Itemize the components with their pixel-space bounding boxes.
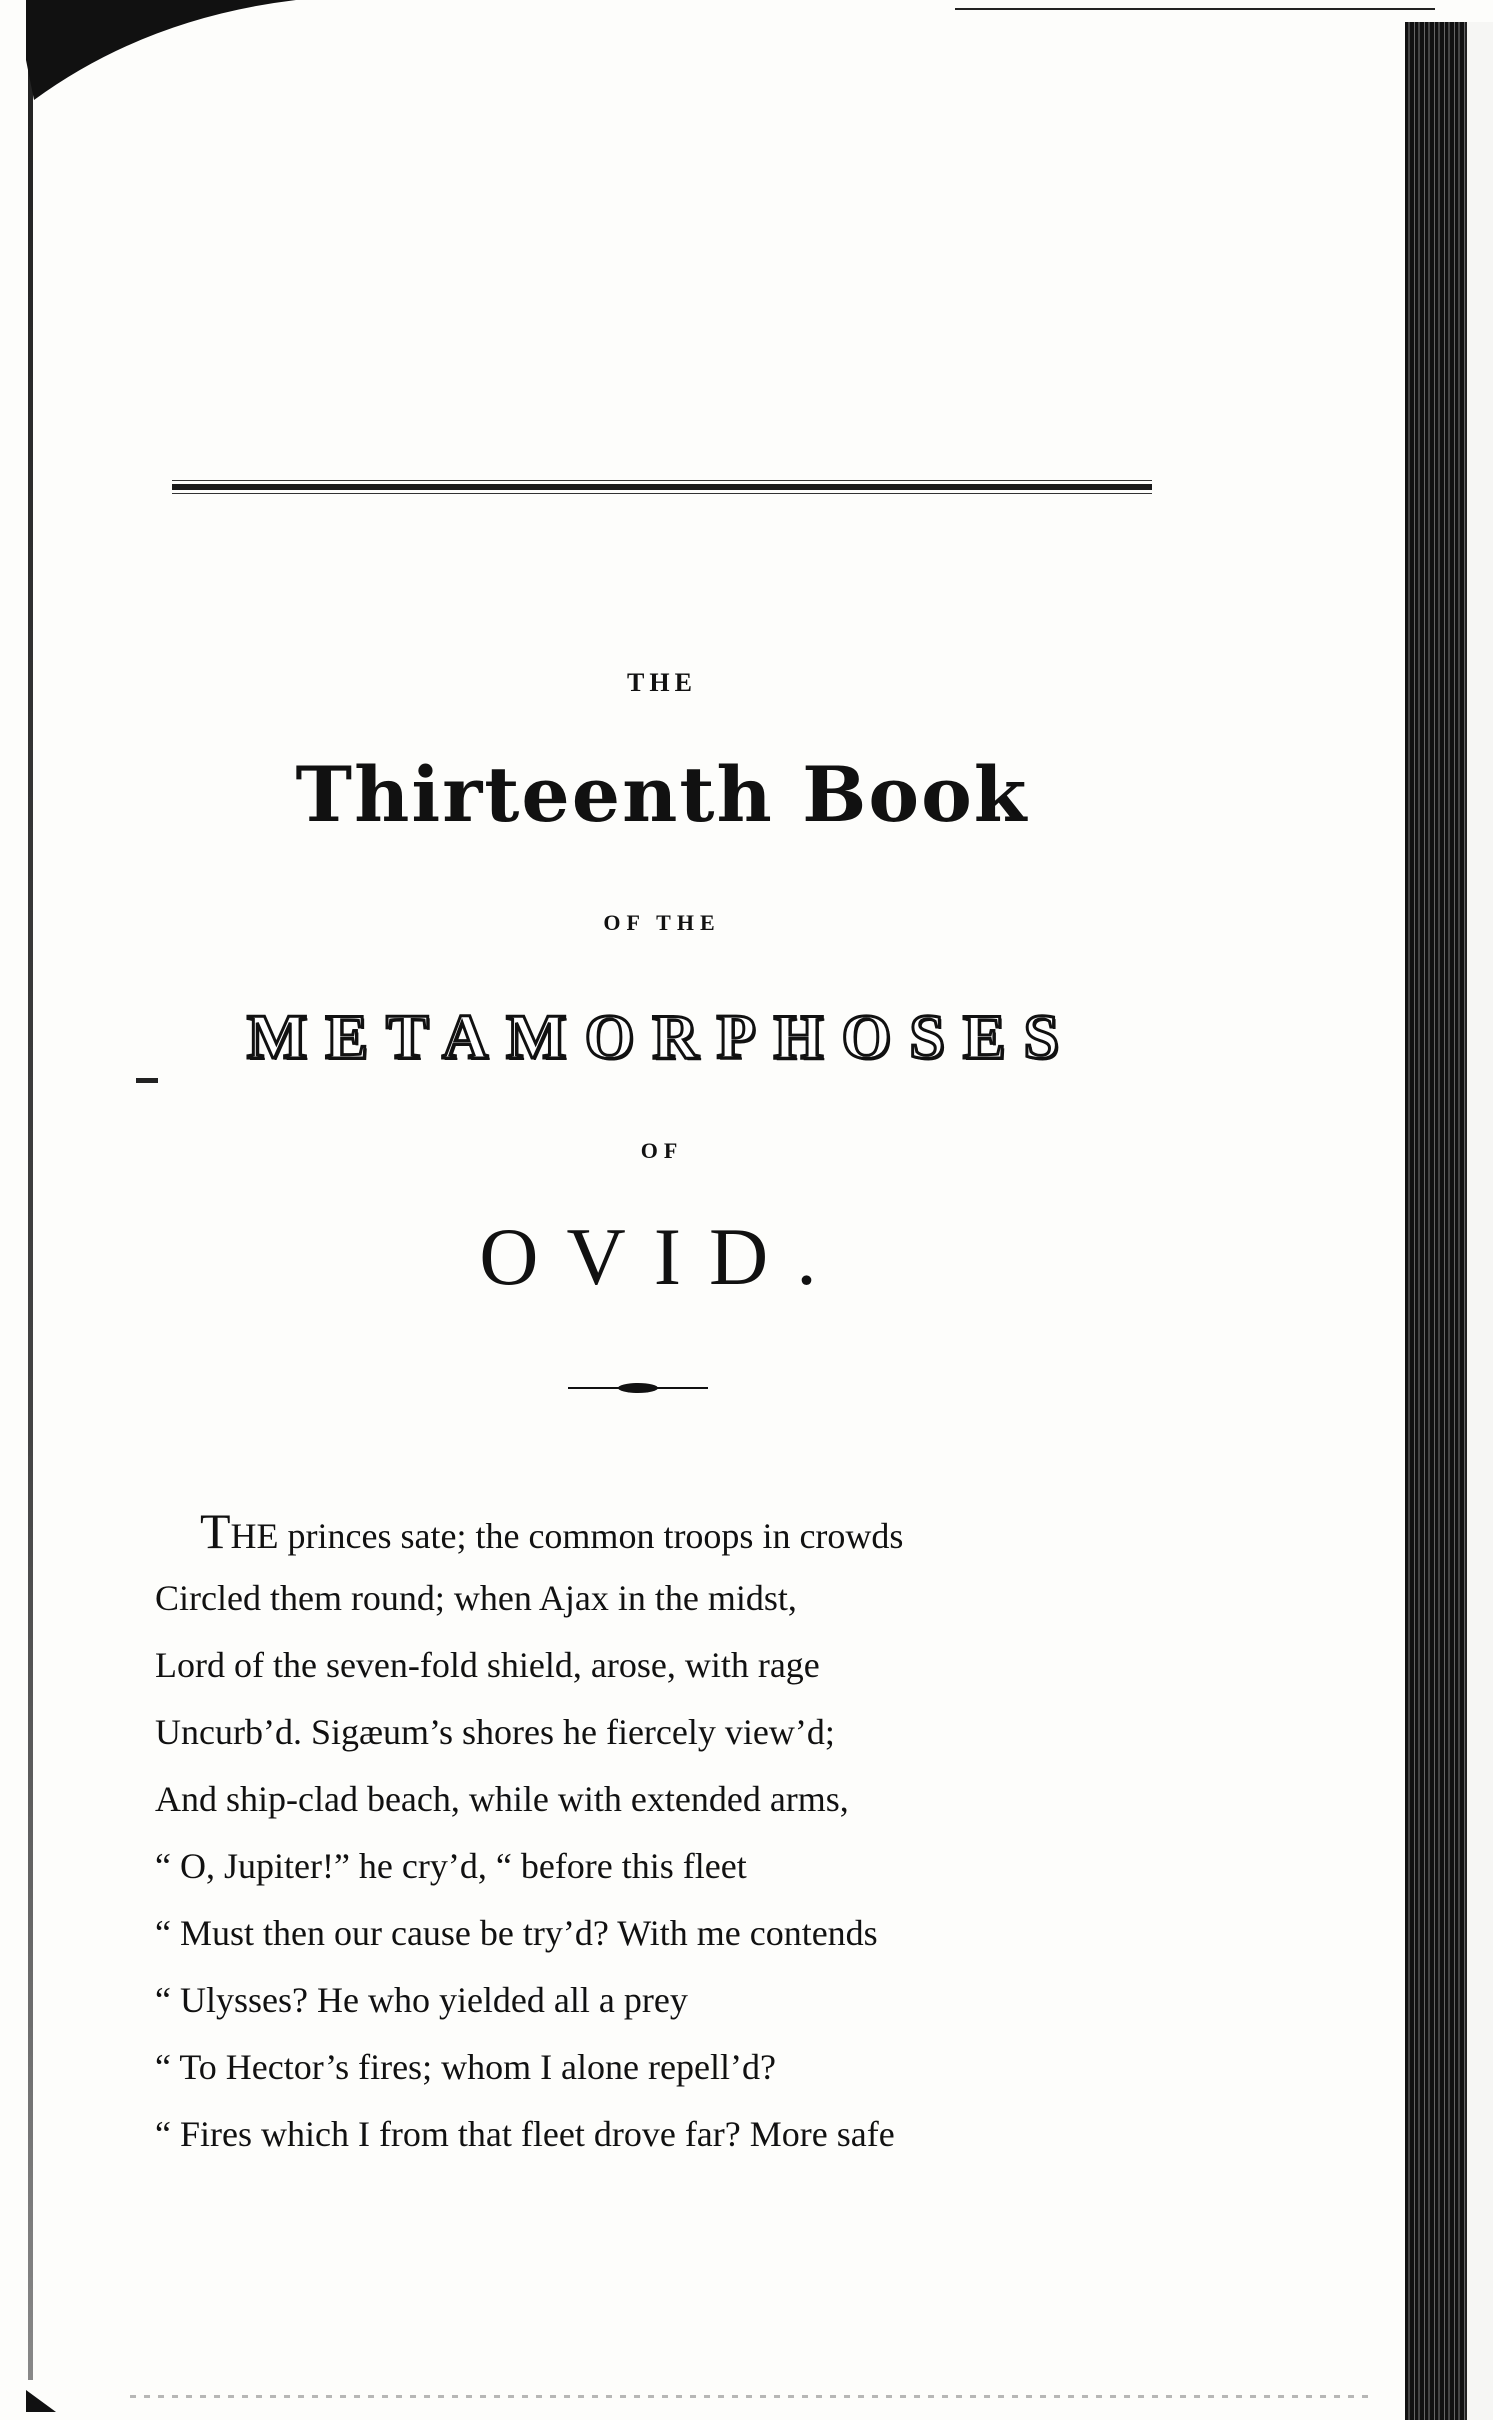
top-left-page-fold — [26, 0, 306, 110]
poem-line-5: And ship-clad beach, while with extended arms, — [155, 1779, 849, 1819]
poem-line-6: “ O, Jupiter!” he cry’d, “ before this fleet — [155, 1846, 747, 1886]
poem-line-10: “ Fires which I from that fleet drove far? More safe — [155, 2114, 895, 2154]
page-top-edge-scan-artifact — [955, 8, 1435, 10]
book-spine-scan-artifact — [1405, 22, 1465, 2420]
poem-line-4: Uncurb’d. Sigæum’s shores he fiercely view’d; — [155, 1712, 835, 1752]
poem-line-7: “ Must then our cause be try’d? With me contends — [155, 1913, 878, 1953]
header-double-rule — [172, 480, 1152, 498]
poem-line-8: “ Ulysses? He who yielded all a prey — [155, 1980, 688, 2020]
poem-line-3: Lord of the seven-fold shield, arose, with rage — [155, 1645, 820, 1685]
bottom-edge-scan-noise — [130, 2395, 1370, 2398]
ornamental-divider — [568, 1380, 708, 1396]
title-of: OF — [640, 1138, 684, 1163]
author-name: OVID. — [479, 1211, 845, 1302]
dropcap: T — [200, 1503, 231, 1559]
book-title: Thirteenth Book — [295, 750, 1029, 839]
work-title: METAMORPHOSES — [246, 1001, 1078, 1072]
first-line-rest: princes sate; the common troops in crowds — [278, 1516, 904, 1556]
page-left-edge-scan-artifact — [28, 20, 33, 2380]
first-line-smallcaps: HE — [230, 1516, 279, 1556]
poem-line-2: Circled them round; when Ajax in the midst, — [155, 1578, 797, 1618]
bottom-corner-mark — [26, 2390, 56, 2412]
title-the: THE — [627, 668, 697, 697]
title-of-the: OF THE — [603, 910, 721, 935]
poem-line-1 — [155, 1498, 1155, 1565]
margin-dash-mark — [136, 1078, 158, 1083]
poem-text — [155, 1498, 1155, 2168]
book-spine-edge — [1465, 22, 1493, 2420]
poem-line-9: “ To Hector’s fires; whom I alone repell’d? — [155, 2047, 776, 2087]
